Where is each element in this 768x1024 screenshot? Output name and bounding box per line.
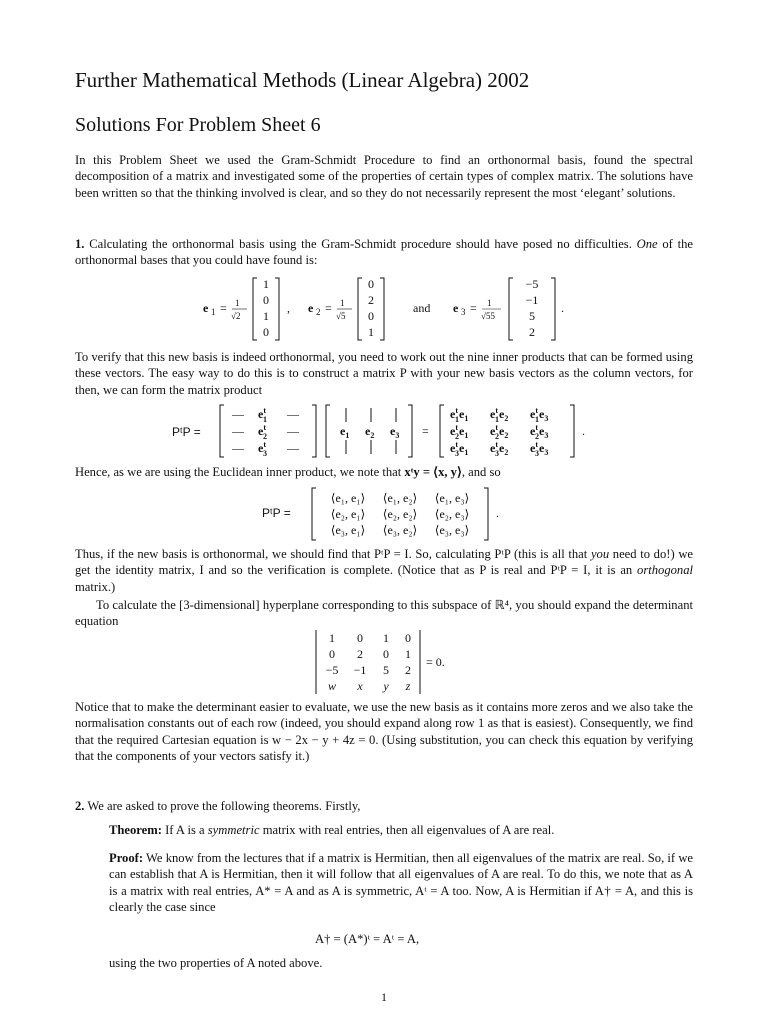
svg-text:et3e3: $e^t$ $3e_3$ [530, 440, 549, 458]
eq-sign-ptp: = [422, 424, 429, 438]
eq-sign-3: = [470, 301, 477, 315]
comma-1: , [287, 301, 290, 315]
q1-text-b: of the orthonormal bases that you could have found is: [75, 237, 693, 268]
inner-product-cell: ⟨e₁, e₃⟩ [434, 491, 470, 505]
e1-coeff-den: √2 [231, 311, 241, 321]
q2-text: We are asked to prove the following theorems. Firstly, [87, 799, 361, 813]
det-equals-zero: = 0. [426, 655, 445, 669]
inner-product-cell: ⟨e₂, e₂⟩ [382, 507, 418, 521]
proof-label: Proof: [109, 851, 144, 865]
row-dash: — [287, 441, 299, 455]
e3-entry: −1 [525, 293, 539, 307]
svg-text:et2e2: $e^t$ $2e_2$ [490, 423, 509, 441]
page-subtitle: Solutions For Problem Sheet 6 [75, 114, 321, 136]
col-vec: $e_1$ [340, 424, 350, 440]
e3-sub: 3 [461, 307, 466, 317]
e2-entry: 1 [368, 325, 374, 339]
row-dash: — [232, 424, 244, 438]
thus-paragraph [75, 546, 693, 595]
proof-end: using the two properties of A noted above. [109, 956, 323, 970]
inner-product-cell: ⟨e₂, e₃⟩ [434, 507, 470, 521]
inner-product-cell: ⟨e₁, e₁⟩ [330, 491, 366, 505]
row-dash: — [232, 441, 244, 455]
q2-paragraph [75, 798, 693, 814]
det-cell: x [357, 679, 363, 693]
period-2: . [582, 424, 585, 438]
thus-text-b: need to do!) we get the identity matrix, I and so the verification is complete. (Notice that as P is real and PᵗP = I, it is an [75, 547, 694, 578]
row-vec: $e^t$ 1 [258, 406, 267, 424]
e2-label: e [308, 301, 314, 315]
basis-vectors [195, 272, 575, 344]
theorem-symmetric: symmetric [207, 823, 260, 837]
det-cell: 2 [405, 663, 411, 677]
det-cell: 0 [357, 631, 363, 645]
svg-text:et3e1: $e^t$ $3e_1$ [450, 440, 469, 458]
e1-label: e [203, 301, 209, 315]
e1-entry: 0 [263, 293, 269, 307]
thus-text-a: Thus, if the new basis is orthonormal, we should find that PᵗP = I. So, calculating PᵗP (this is all that [75, 547, 588, 561]
det-cell: 1 [405, 647, 411, 661]
row-dash: — [232, 407, 244, 421]
q1-text-a: Calculating the orthonormal basis using the Gram-Schmidt procedure should have posed no difficulties. [89, 237, 632, 251]
e1-entry: 1 [263, 309, 269, 323]
q2-number: 2. [75, 799, 85, 813]
theorem-label: Theorem: [109, 823, 162, 837]
svg-text:et2e1: $e^t$ $2e_1$ [450, 423, 469, 441]
notice-paragraph: Notice that to make the determinant easier to evaluate, we use the new basis as it contains more zeros and we also take the normalisation constants out of each row (indeed, you should expand along row 1 as that is easiest). Consequently, we find that the required Cartesian equation is w − 2x − y + 4z = 0. (Using substitution, you can check this equation by verifying that the components of your vectors satisfy it.) [75, 700, 693, 764]
e3-entry: −5 [525, 277, 539, 291]
q1-text-one: One [636, 237, 658, 251]
e3-entry: 5 [529, 309, 535, 323]
row-vec: $e^t$ 2 [258, 423, 267, 441]
inner-product-cell: ⟨e₃, e₁⟩ [330, 523, 366, 537]
theorem [109, 822, 693, 838]
hence-text-b: , and so [461, 465, 501, 479]
ptp-product [172, 402, 622, 462]
det-cell: 2 [357, 647, 363, 661]
period-1: . [561, 301, 564, 315]
e2-entry: 0 [368, 309, 374, 323]
hyperplane-paragraph: To calculate the [3-dimensional] hyperplane corresponding to this subspace of ℝ⁴, you should expand the determinant equation [75, 598, 693, 629]
e2-entry: 0 [368, 277, 374, 291]
proof-text: We know from the lectures that if a matrix is Hermitian, then all eigenvalues of the matrix are real. So, if we can establish that A is Hermitian, then it will follow that all eigenvalues of A are real. To do this, we note that as A is a matrix with real entries, A* = A and as A is symmetric, Aᵗ = A too. Now, A is Hermitian if A† = A, and this is clearly the case since [109, 851, 694, 915]
e3-label: e [453, 301, 459, 315]
inner-product-cell: ⟨e₃, e₂⟩ [382, 523, 418, 537]
and-word: and [413, 301, 431, 315]
inner-product-matrix [262, 486, 512, 542]
col-vec: $e_2$ [365, 424, 375, 440]
e2-coeff-num: 1 [340, 298, 345, 308]
row-vec: $e^t$ 3 [258, 440, 267, 458]
page-number: 1 [381, 990, 387, 1004]
e3-coeff-den: √55 [481, 311, 495, 321]
e3-coeff-num: 1 [487, 298, 492, 308]
col-vec: $e_3$ [390, 424, 400, 440]
det-cell: −5 [325, 663, 339, 677]
verify-paragraph: To verify that this new basis is indeed orthonormal, you need to work out the nine inner products that can be formed using these vectors. The easy way to do this is to construct a matrix P with your new basis vectors as the column vectors, for then, we can form the matrix product [75, 350, 693, 397]
thus-text-c: matrix.) [75, 579, 116, 594]
theorem-text-b: matrix with real entries, then all eigenvalues of A are real. [262, 823, 555, 837]
e2-coeff-den: √5 [336, 311, 346, 321]
det-cell: 1 [329, 631, 335, 645]
e1-entry: 1 [263, 277, 269, 291]
e1-sub: 1 [211, 307, 216, 317]
determinant-equation [312, 628, 462, 696]
det-cell: 0 [405, 631, 411, 645]
det-cell: 0 [329, 647, 335, 661]
period-3: . [496, 506, 499, 520]
row-dash: — [287, 407, 299, 421]
page-title: Further Mathematical Methods (Linear Algebra) 2002 [75, 68, 530, 92]
ptp-label-2: PᵗP = [262, 506, 291, 520]
svg-text:et1e3: $e^t$ $1e_3$ [530, 406, 549, 424]
inner-product-cell: ⟨e₁, e₂⟩ [382, 491, 418, 505]
hence-expr: xᵗy = ⟨x, y⟩ [404, 465, 462, 479]
hence-paragraph [75, 464, 693, 480]
det-cell: w [327, 679, 337, 693]
row-dash: — [287, 424, 299, 438]
eq-sign-2: = [325, 301, 332, 315]
det-cell: y [383, 679, 389, 693]
svg-text:et1e1: $e^t$ $1e_1$ [450, 406, 469, 424]
thus-you: you [590, 547, 610, 561]
det-cell: 5 [383, 663, 389, 677]
hence-text-a: Hence, as we are using the Euclidean inner product, we note that [75, 465, 402, 479]
e2-entry: 2 [368, 293, 374, 307]
theorem-text-a: If A is a [165, 823, 205, 837]
e3-entry: 2 [529, 325, 535, 339]
ptp-result [450, 406, 548, 458]
det-cell: z [405, 679, 411, 693]
proof [109, 850, 693, 916]
thus-orthogonal: orthogonal [637, 563, 694, 578]
proof-equation: A† = (A*)ᵗ = Aᵗ = A, [315, 932, 420, 946]
svg-text:et2e3: $e^t$ $2e_3$ [530, 423, 549, 441]
det-cell: 1 [383, 631, 389, 645]
svg-text:et3e2: $e^t$ $3e_2$ [490, 440, 509, 458]
det-cell: −1 [353, 663, 367, 677]
svg-text:et1e2: $e^t$ $1e_2$ [490, 406, 509, 424]
intro-paragraph: In this Problem Sheet we used the Gram-Schmidt Procedure to find an orthonormal basis, found the spectral decomposition of a matrix and investigated some of the properties of certain types of complex matrix. The solutions have been written so that the thinking involved is clear, and so they do not necessarily represent the most ‘elegant’ solutions. [75, 153, 693, 200]
ptp-label: PᵗP = [172, 425, 201, 439]
e2-sub: 2 [316, 307, 321, 317]
inner-product-cell: ⟨e₂, e₁⟩ [330, 507, 366, 521]
q1-paragraph [75, 236, 693, 269]
inner-product-cell: ⟨e₃, e₃⟩ [434, 523, 470, 537]
det-cell: 0 [383, 647, 389, 661]
e1-entry: 0 [263, 325, 269, 339]
q1-number: 1. [75, 237, 85, 251]
e1-coeff-num: 1 [235, 298, 240, 308]
eq-sign-1: = [220, 301, 227, 315]
